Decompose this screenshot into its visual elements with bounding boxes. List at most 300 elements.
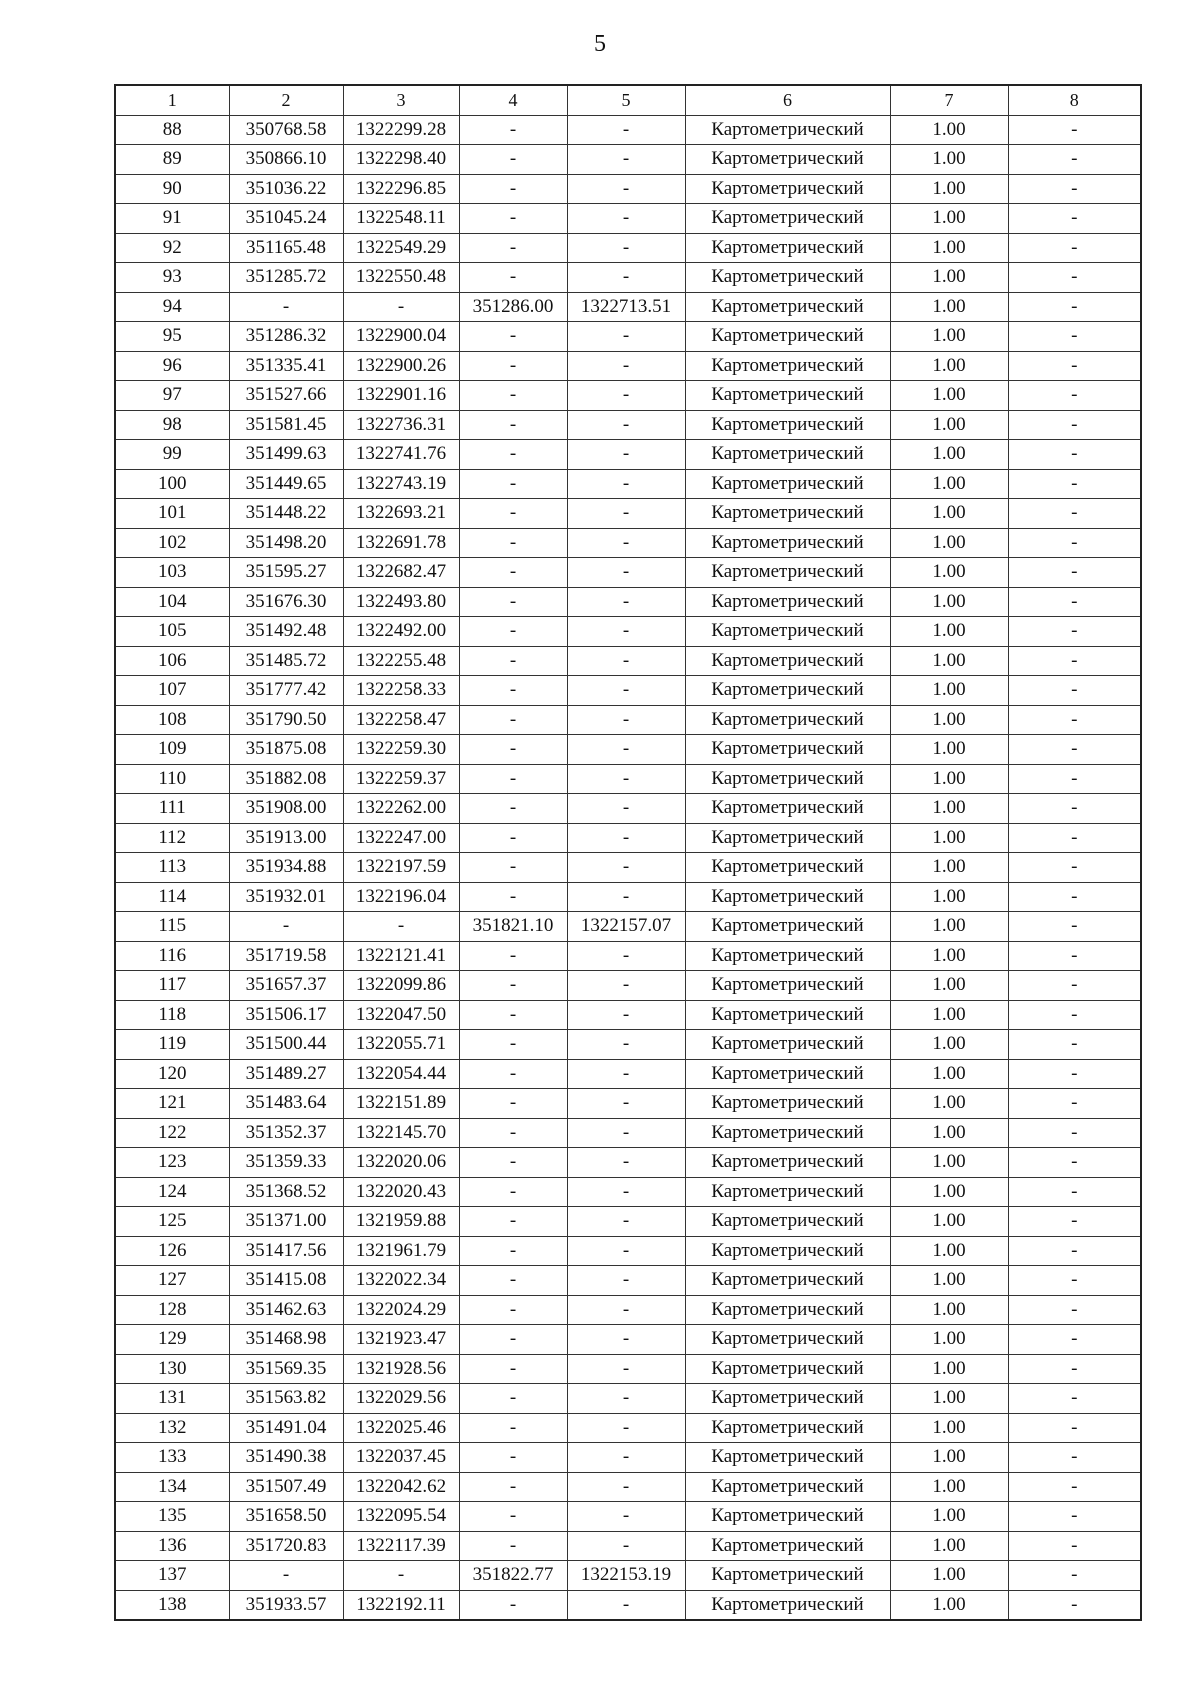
cell-y-coordinate: 1322493.80 [343,587,459,617]
cell-point-number: 134 [115,1472,229,1502]
cell-y-coordinate-alt: - [567,587,685,617]
cell-point-number: 131 [115,1384,229,1414]
cell-accuracy: 1.00 [890,1384,1008,1414]
cell-y-coordinate: 1322258.33 [343,676,459,706]
cell-x-coordinate: 351581.45 [229,410,343,440]
cell-accuracy: 1.00 [890,1413,1008,1443]
cell-accuracy: 1.00 [890,882,1008,912]
cell-x-coordinate-alt: - [459,499,567,529]
cell-x-coordinate-alt: - [459,1207,567,1237]
cell-y-coordinate: 1322258.47 [343,705,459,735]
cell-point-number: 102 [115,528,229,558]
cell-method: Картометрический [685,1148,890,1178]
cell-x-coordinate-alt: 351286.00 [459,292,567,322]
table-row [115,617,1141,647]
cell-method: Картометрический [685,322,890,352]
cell-point-number: 92 [115,233,229,263]
cell-y-coordinate: 1322192.11 [343,1590,459,1620]
cell-accuracy: 1.00 [890,115,1008,145]
cell-accuracy: 1.00 [890,971,1008,1001]
cell-method: Картометрический [685,676,890,706]
cell-accuracy: 1.00 [890,1443,1008,1473]
cell-y-coordinate-alt: - [567,410,685,440]
cell-y-coordinate: 1322548.11 [343,204,459,234]
table-row [115,469,1141,499]
cell-x-coordinate-alt: - [459,1089,567,1119]
cell-point-number: 106 [115,646,229,676]
column-header: 7 [890,85,1008,115]
cell-x-coordinate: 351563.82 [229,1384,343,1414]
cell-note: - [1008,1030,1141,1060]
cell-note: - [1008,469,1141,499]
cell-point-number: 100 [115,469,229,499]
cell-y-coordinate: 1322741.76 [343,440,459,470]
cell-accuracy: 1.00 [890,941,1008,971]
cell-accuracy: 1.00 [890,440,1008,470]
cell-y-coordinate-alt: - [567,646,685,676]
cell-x-coordinate: 351045.24 [229,204,343,234]
cell-note: - [1008,1207,1141,1237]
cell-point-number: 121 [115,1089,229,1119]
cell-note: - [1008,1177,1141,1207]
cell-x-coordinate: 351483.64 [229,1089,343,1119]
cell-accuracy: 1.00 [890,263,1008,293]
cell-y-coordinate-alt: - [567,853,685,883]
cell-y-coordinate: 1322743.19 [343,469,459,499]
cell-y-coordinate: 1322020.43 [343,1177,459,1207]
cell-y-coordinate: 1322900.26 [343,351,459,381]
cell-x-coordinate: 351371.00 [229,1207,343,1237]
cell-y-coordinate: 1322047.50 [343,1000,459,1030]
cell-accuracy: 1.00 [890,1177,1008,1207]
cell-note: - [1008,1325,1141,1355]
table-row [115,1089,1141,1119]
table-row [115,204,1141,234]
cell-point-number: 114 [115,882,229,912]
cell-method: Картометрический [685,1266,890,1296]
cell-y-coordinate-alt: 1322153.19 [567,1561,685,1591]
cell-x-coordinate-alt: - [459,676,567,706]
cell-x-coordinate: 351933.57 [229,1590,343,1620]
coordinates-table [114,84,1142,1621]
cell-y-coordinate-alt: - [567,1384,685,1414]
cell-point-number: 110 [115,764,229,794]
cell-y-coordinate-alt: - [567,971,685,1001]
cell-y-coordinate-alt: - [567,528,685,558]
cell-accuracy: 1.00 [890,1502,1008,1532]
cell-y-coordinate: 1322901.16 [343,381,459,411]
cell-note: - [1008,1561,1141,1591]
cell-x-coordinate: - [229,292,343,322]
cell-note: - [1008,853,1141,883]
cell-accuracy: 1.00 [890,1118,1008,1148]
cell-note: - [1008,617,1141,647]
cell-x-coordinate-alt: - [459,1295,567,1325]
cell-method: Картометрический [685,1384,890,1414]
cell-accuracy: 1.00 [890,676,1008,706]
cell-x-coordinate-alt: - [459,764,567,794]
cell-y-coordinate: 1321959.88 [343,1207,459,1237]
cell-point-number: 99 [115,440,229,470]
cell-method: Картометрический [685,469,890,499]
cell-note: - [1008,823,1141,853]
cell-y-coordinate-alt: - [567,1236,685,1266]
cell-note: - [1008,351,1141,381]
cell-method: Картометрический [685,912,890,942]
column-header: 3 [343,85,459,115]
cell-method: Картометрический [685,1531,890,1561]
cell-note: - [1008,1059,1141,1089]
cell-y-coordinate-alt: - [567,1118,685,1148]
cell-point-number: 119 [115,1030,229,1060]
table-row [115,115,1141,145]
cell-x-coordinate-alt: - [459,587,567,617]
cell-note: - [1008,410,1141,440]
cell-y-coordinate-alt: - [567,499,685,529]
cell-x-coordinate: - [229,1561,343,1591]
cell-y-coordinate: 1322691.78 [343,528,459,558]
cell-accuracy: 1.00 [890,204,1008,234]
cell-accuracy: 1.00 [890,1531,1008,1561]
cell-method: Картометрический [685,794,890,824]
cell-x-coordinate: 351657.37 [229,971,343,1001]
cell-method: Картометрический [685,233,890,263]
cell-method: Картометрический [685,646,890,676]
cell-y-coordinate: 1321961.79 [343,1236,459,1266]
cell-point-number: 91 [115,204,229,234]
table-row [115,499,1141,529]
cell-x-coordinate-alt: - [459,882,567,912]
column-header: 1 [115,85,229,115]
cell-x-coordinate-alt: - [459,322,567,352]
cell-point-number: 109 [115,735,229,765]
cell-point-number: 113 [115,853,229,883]
cell-y-coordinate-alt: - [567,351,685,381]
cell-y-coordinate: 1322259.37 [343,764,459,794]
cell-method: Картометрический [685,1236,890,1266]
table-row [115,1118,1141,1148]
cell-x-coordinate-alt: - [459,145,567,175]
cell-x-coordinate-alt: - [459,558,567,588]
cell-y-coordinate: 1322549.29 [343,233,459,263]
cell-x-coordinate: 351908.00 [229,794,343,824]
column-header: 4 [459,85,567,115]
cell-y-coordinate-alt: - [567,882,685,912]
cell-y-coordinate: 1322055.71 [343,1030,459,1060]
cell-x-coordinate: 351527.66 [229,381,343,411]
table-row [115,587,1141,617]
table-row [115,705,1141,735]
cell-y-coordinate: - [343,292,459,322]
table-row [115,1472,1141,1502]
cell-y-coordinate-alt: 1322713.51 [567,292,685,322]
cell-y-coordinate-alt: - [567,381,685,411]
cell-x-coordinate: 350866.10 [229,145,343,175]
cell-method: Картометрический [685,1413,890,1443]
page-number: 5 [594,31,606,57]
cell-x-coordinate: 351507.49 [229,1472,343,1502]
cell-x-coordinate: 351790.50 [229,705,343,735]
cell-accuracy: 1.00 [890,912,1008,942]
cell-x-coordinate-alt: 351822.77 [459,1561,567,1591]
cell-note: - [1008,676,1141,706]
table-row [115,1207,1141,1237]
cell-point-number: 116 [115,941,229,971]
cell-point-number: 130 [115,1354,229,1384]
table-row [115,528,1141,558]
cell-y-coordinate-alt: - [567,440,685,470]
cell-y-coordinate-alt: - [567,1443,685,1473]
cell-y-coordinate-alt: - [567,558,685,588]
table-row [115,233,1141,263]
cell-method: Картометрический [685,263,890,293]
table-row [115,1148,1141,1178]
cell-y-coordinate: 1322121.41 [343,941,459,971]
table-row [115,912,1141,942]
cell-x-coordinate: 351595.27 [229,558,343,588]
table-row [115,735,1141,765]
cell-method: Картометрический [685,115,890,145]
cell-y-coordinate-alt: - [567,1413,685,1443]
cell-accuracy: 1.00 [890,1266,1008,1296]
cell-note: - [1008,941,1141,971]
cell-point-number: 123 [115,1148,229,1178]
cell-y-coordinate: 1322099.86 [343,971,459,1001]
cell-point-number: 104 [115,587,229,617]
cell-x-coordinate: 351165.48 [229,233,343,263]
cell-y-coordinate: 1321928.56 [343,1354,459,1384]
cell-method: Картометрический [685,145,890,175]
table-row [115,440,1141,470]
cell-x-coordinate-alt: - [459,617,567,647]
cell-y-coordinate: 1322296.85 [343,174,459,204]
cell-note: - [1008,1118,1141,1148]
cell-y-coordinate: 1322255.48 [343,646,459,676]
cell-y-coordinate: 1322259.30 [343,735,459,765]
cell-accuracy: 1.00 [890,233,1008,263]
cell-note: - [1008,322,1141,352]
cell-accuracy: 1.00 [890,351,1008,381]
cell-x-coordinate-alt: - [459,1059,567,1089]
cell-method: Картометрический [685,174,890,204]
cell-accuracy: 1.00 [890,1354,1008,1384]
cell-y-coordinate-alt: - [567,1177,685,1207]
cell-method: Картометрический [685,1590,890,1620]
cell-point-number: 108 [115,705,229,735]
table-row [115,941,1141,971]
cell-note: - [1008,764,1141,794]
cell-method: Картометрический [685,204,890,234]
cell-y-coordinate-alt: - [567,1030,685,1060]
cell-x-coordinate-alt: - [459,410,567,440]
cell-point-number: 97 [115,381,229,411]
cell-accuracy: 1.00 [890,558,1008,588]
cell-method: Картометрический [685,882,890,912]
cell-y-coordinate-alt: - [567,941,685,971]
cell-method: Картометрический [685,351,890,381]
table-row [115,676,1141,706]
cell-note: - [1008,587,1141,617]
cell-x-coordinate-alt: - [459,381,567,411]
cell-method: Картометрический [685,292,890,322]
cell-y-coordinate: 1322022.34 [343,1266,459,1296]
cell-y-coordinate-alt: - [567,1148,685,1178]
cell-y-coordinate: 1322095.54 [343,1502,459,1532]
cell-x-coordinate: 351352.37 [229,1118,343,1148]
cell-x-coordinate: 351417.56 [229,1236,343,1266]
cell-point-number: 136 [115,1531,229,1561]
table-row [115,1059,1141,1089]
cell-point-number: 138 [115,1590,229,1620]
cell-accuracy: 1.00 [890,499,1008,529]
cell-method: Картометрический [685,1118,890,1148]
cell-point-number: 124 [115,1177,229,1207]
cell-accuracy: 1.00 [890,174,1008,204]
cell-y-coordinate-alt: 1322157.07 [567,912,685,942]
cell-x-coordinate: 351492.48 [229,617,343,647]
cell-y-coordinate: 1322025.46 [343,1413,459,1443]
cell-y-coordinate-alt: - [567,145,685,175]
cell-note: - [1008,145,1141,175]
table-row [115,1266,1141,1296]
cell-method: Картометрический [685,1354,890,1384]
cell-accuracy: 1.00 [890,735,1008,765]
cell-y-coordinate: 1322020.06 [343,1148,459,1178]
cell-x-coordinate-alt: - [459,941,567,971]
cell-point-number: 112 [115,823,229,853]
cell-accuracy: 1.00 [890,1295,1008,1325]
cell-y-coordinate-alt: - [567,1089,685,1119]
cell-x-coordinate-alt: - [459,971,567,1001]
cell-note: - [1008,1502,1141,1532]
cell-x-coordinate-alt: - [459,1148,567,1178]
cell-x-coordinate-alt: - [459,823,567,853]
cell-accuracy: 1.00 [890,145,1008,175]
cell-note: - [1008,1000,1141,1030]
cell-x-coordinate: 351036.22 [229,174,343,204]
cell-x-coordinate: 351448.22 [229,499,343,529]
cell-x-coordinate: 351359.33 [229,1148,343,1178]
cell-x-coordinate: 351490.38 [229,1443,343,1473]
cell-x-coordinate-alt: - [459,1413,567,1443]
cell-method: Картометрический [685,1443,890,1473]
cell-x-coordinate: 351285.72 [229,263,343,293]
cell-x-coordinate-alt: - [459,1266,567,1296]
cell-x-coordinate-alt: - [459,351,567,381]
cell-accuracy: 1.00 [890,823,1008,853]
cell-x-coordinate: 351500.44 [229,1030,343,1060]
cell-note: - [1008,1531,1141,1561]
cell-x-coordinate-alt: - [459,794,567,824]
cell-note: - [1008,263,1141,293]
table-row [115,1413,1141,1443]
cell-note: - [1008,558,1141,588]
cell-y-coordinate-alt: - [567,735,685,765]
cell-accuracy: 1.00 [890,853,1008,883]
cell-y-coordinate: 1322196.04 [343,882,459,912]
cell-y-coordinate-alt: - [567,263,685,293]
cell-x-coordinate: 351491.04 [229,1413,343,1443]
cell-y-coordinate-alt: - [567,1354,685,1384]
cell-x-coordinate: 351498.20 [229,528,343,558]
cell-y-coordinate-alt: - [567,1325,685,1355]
table-header-row [115,85,1141,115]
cell-x-coordinate-alt: - [459,1325,567,1355]
cell-accuracy: 1.00 [890,1207,1008,1237]
cell-note: - [1008,705,1141,735]
cell-point-number: 135 [115,1502,229,1532]
cell-method: Картометрический [685,764,890,794]
cell-x-coordinate-alt: - [459,233,567,263]
table-row [115,322,1141,352]
cell-y-coordinate: 1322151.89 [343,1089,459,1119]
cell-point-number: 93 [115,263,229,293]
cell-y-coordinate-alt: - [567,469,685,499]
cell-method: Картометрический [685,1561,890,1591]
cell-note: - [1008,174,1141,204]
table-row [115,351,1141,381]
cell-y-coordinate: 1322693.21 [343,499,459,529]
cell-accuracy: 1.00 [890,705,1008,735]
cell-x-coordinate-alt: - [459,1030,567,1060]
cell-x-coordinate-alt: - [459,1384,567,1414]
cell-x-coordinate: 351658.50 [229,1502,343,1532]
cell-note: - [1008,204,1141,234]
cell-x-coordinate-alt: - [459,1118,567,1148]
table-row [115,263,1141,293]
cell-x-coordinate: 351719.58 [229,941,343,971]
cell-y-coordinate-alt: - [567,204,685,234]
table-row [115,1000,1141,1030]
cell-note: - [1008,1384,1141,1414]
cell-x-coordinate-alt: - [459,1354,567,1384]
cell-x-coordinate-alt: - [459,1590,567,1620]
cell-y-coordinate: 1322024.29 [343,1295,459,1325]
cell-note: - [1008,528,1141,558]
cell-point-number: 126 [115,1236,229,1266]
cell-x-coordinate-alt: 351821.10 [459,912,567,942]
cell-y-coordinate-alt: - [567,174,685,204]
cell-method: Картометрический [685,971,890,1001]
cell-method: Картометрический [685,1472,890,1502]
table-row [115,1590,1141,1620]
cell-x-coordinate: 351489.27 [229,1059,343,1089]
cell-x-coordinate: 351368.52 [229,1177,343,1207]
column-header: 6 [685,85,890,115]
table-row [115,174,1141,204]
cell-y-coordinate-alt: - [567,764,685,794]
cell-x-coordinate-alt: - [459,528,567,558]
cell-accuracy: 1.00 [890,528,1008,558]
table-row [115,882,1141,912]
table-row [115,558,1141,588]
cell-accuracy: 1.00 [890,1590,1008,1620]
cell-point-number: 98 [115,410,229,440]
cell-y-coordinate: 1322029.56 [343,1384,459,1414]
cell-x-coordinate: - [229,912,343,942]
cell-note: - [1008,1413,1141,1443]
cell-note: - [1008,1472,1141,1502]
cell-note: - [1008,499,1141,529]
cell-x-coordinate-alt: - [459,1177,567,1207]
cell-method: Картометрический [685,1325,890,1355]
cell-point-number: 117 [115,971,229,1001]
cell-method: Картометрический [685,1502,890,1532]
cell-accuracy: 1.00 [890,381,1008,411]
cell-method: Картометрический [685,440,890,470]
table-row [115,764,1141,794]
cell-x-coordinate: 351449.65 [229,469,343,499]
